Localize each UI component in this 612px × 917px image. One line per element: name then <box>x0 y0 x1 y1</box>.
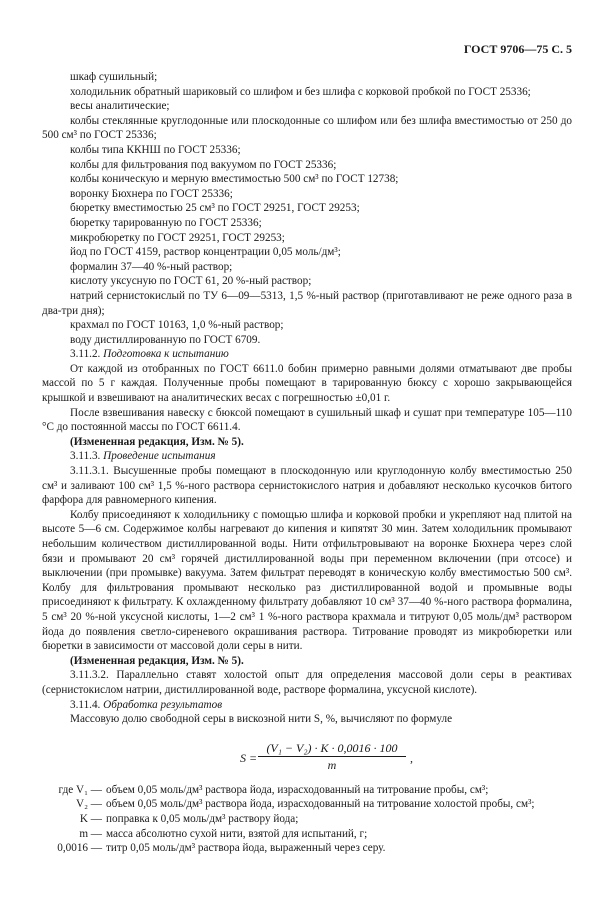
formula-fraction <box>258 741 406 773</box>
page-header: ГОСТ 9706—75 С. 5 <box>463 42 572 56</box>
section-title: Подготовка к испытанию <box>103 348 229 361</box>
legend-description: титр 0,05 моль/дм³ раствора йода, выраженный через серу. <box>106 842 386 855</box>
equipment-item: воронку Бюхнера по ГОСТ 25336; <box>70 187 233 200</box>
equipment-item: бюретку вместимостью 25 см³ по ГОСТ 29251, ГОСТ 29253; <box>70 202 360 215</box>
section-heading <box>42 449 572 464</box>
reagent-item: йод по ГОСТ 4159, раствор концентрации 0,05 моль/дм³; <box>70 246 341 259</box>
paragraph: После взвешивания навеску с бюксой помещают в сушильный шкаф и сушат при температуре 105—110 °С до постоянной массы по ГОСТ 6611.4. <box>42 406 572 434</box>
paragraph: 3.11.3.2. Параллельно ставят холостой опыт для определения массовой доли серы в реактивах (сернистокислом натрии, дистиллированной воде, растворе формалина, уксусной кислоте). <box>42 669 572 696</box>
formula-numerator: (V₁ − V₂) · K · 0,0016 · 100 <box>258 741 406 758</box>
legend-description: объем 0,05 моль/дм³ раствора йода, израсходованный на титрование пробы, см³; <box>106 783 489 796</box>
formula-legend <box>42 783 572 856</box>
equipment-item: микробюретку по ГОСТ 29251, ГОСТ 29253; <box>70 231 285 244</box>
legend-row <box>42 841 572 856</box>
legend-symbol: K — <box>79 812 102 825</box>
reagent-item: формалин 37—40 %-ный раствор; <box>70 260 233 273</box>
equipment-item: весы аналитические; <box>70 100 170 113</box>
formula <box>42 741 572 771</box>
section-heading <box>42 698 572 713</box>
formula-tail: , <box>410 750 413 765</box>
equipment-item: колбы для фильтрования под вакуумом по ГОСТ 25336; <box>70 158 337 171</box>
legend-row <box>42 827 572 842</box>
legend-symbol: V₂ — <box>76 798 102 811</box>
paragraph: От каждой из отобранных по ГОСТ 6611.0 бобин примерно равными долями отматывают две пробы массой по 5 г каждая. Полученные пробы помещают в тарированную бюксу с хорошо закрывающейся крышкой и взвешивают на аналитических весах с погрешностью ±0,01 г. <box>42 362 572 405</box>
reagent-item: натрий сернистокислый по ТУ 6—09—5313, 1,5 %-ный раствор (приготавливают не реже одного раза в два-три дня); <box>42 289 572 317</box>
formula-lhs: S = <box>240 750 258 765</box>
legend-symbol: 0,0016 — <box>57 842 102 855</box>
section-number: 3.11.2. <box>70 348 101 361</box>
paragraph: 3.11.3.1. Высушенные пробы помещают в плоскодонную или круглодонную колбу вместимостью 250 см³ и заливают 100 см³ 1,5 %-ного раствора сернистокислого натрия и добавляют несколько кусочков битого фарфора для равномерного кипения. <box>42 465 572 507</box>
legend-row <box>42 783 572 798</box>
legend-row <box>42 812 572 827</box>
reagent-item: воду дистиллированную по ГОСТ 6709. <box>70 333 261 346</box>
equipment-item: колбы коническую и мерную вместимостью 500 см³ по ГОСТ 12738; <box>70 173 399 186</box>
legend-description: объем 0,05 моль/дм³ раствора йода, израсходованный на титрование холостой пробы, см³; <box>106 798 535 811</box>
formula-denominator: m <box>327 758 337 773</box>
legend-row <box>42 797 572 812</box>
equipment-item: бюретку тарированную по ГОСТ 25336; <box>70 216 262 229</box>
document-body <box>42 70 572 856</box>
equipment-item: колбы стеклянные круглодонные или плоскодонные со шлифом или без шлифа вместимостью от 250 до 500 см³ по ГОСТ 25336; <box>42 114 572 142</box>
reagent-item: кислоту уксусную по ГОСТ 61, 20 %-ный раствор; <box>70 275 312 288</box>
legend-description: поправка к 0,05 моль/дм³ раствору йода; <box>106 812 299 825</box>
legend-symbol: где V₁ — <box>58 783 102 796</box>
section-number: 3.11.4. <box>70 698 101 711</box>
paragraph: Колбу присоединяют к холодильнику с помощью шлифа и корковой пробки и укрепляют над плитой на высоте 5—6 см. Содержимое колбы нагревают до кипения и кипятят 30 мин. Затем холодильник промывают небольшим количеством дистиллированной воды. Нити отфильтровывают на воронке Бюхнера через слой бязи и промывают 20 см³ горячей дистиллированной воды при переменном включении (при отсосе) и выключении (при промывке) вакуума. Затем фильтрат переводят в коническую колбу вместимостью 500 см³. Колбу для фильтрования промывают несколько раз дистиллированной водой и промывные воды присоединяют к фильтрату. К охлажденному фильтрату добавляют 10 см³ 37—40 %-ного раствора формалина, 5 см³ 20 %-ной уксусной кислоты, 1—2 см³ 1 %-ного раствора крахмала и титруют 0,05 моль/дм³ раствором йода до появления светло-сиреневого окрашивания раствора. Титрование проводят из микробюретки или бюретки в зависимости от массовой доли серы в нити. <box>42 508 572 653</box>
paragraph: Массовую долю свободной серы в вискозной нити S, %, вычисляют по формуле <box>70 713 453 726</box>
section-title: Обработка результатов <box>103 698 223 711</box>
equipment-item: колбы типа ККНШ по ГОСТ 25336; <box>70 143 241 156</box>
section-title: Проведение испытания <box>103 450 216 463</box>
equipment-item: холодильник обратный шариковый со шлифом и без шлифа с корковой пробкой по ГОСТ 25336; <box>70 85 531 98</box>
section-heading <box>42 347 572 362</box>
legend-description: масса абсолютно сухой нити, взятой для испытаний, г; <box>106 827 368 840</box>
revision-note: (Измененная редакция, Изм. № 5). <box>70 435 244 448</box>
reagent-item: крахмал по ГОСТ 10163, 1,0 %-ный раствор; <box>70 319 284 332</box>
legend-symbol: m — <box>79 827 102 840</box>
equipment-item: шкаф сушильный; <box>70 71 158 83</box>
revision-note: (Измененная редакция, Изм. № 5). <box>70 654 244 667</box>
section-number: 3.11.3. <box>70 450 101 463</box>
